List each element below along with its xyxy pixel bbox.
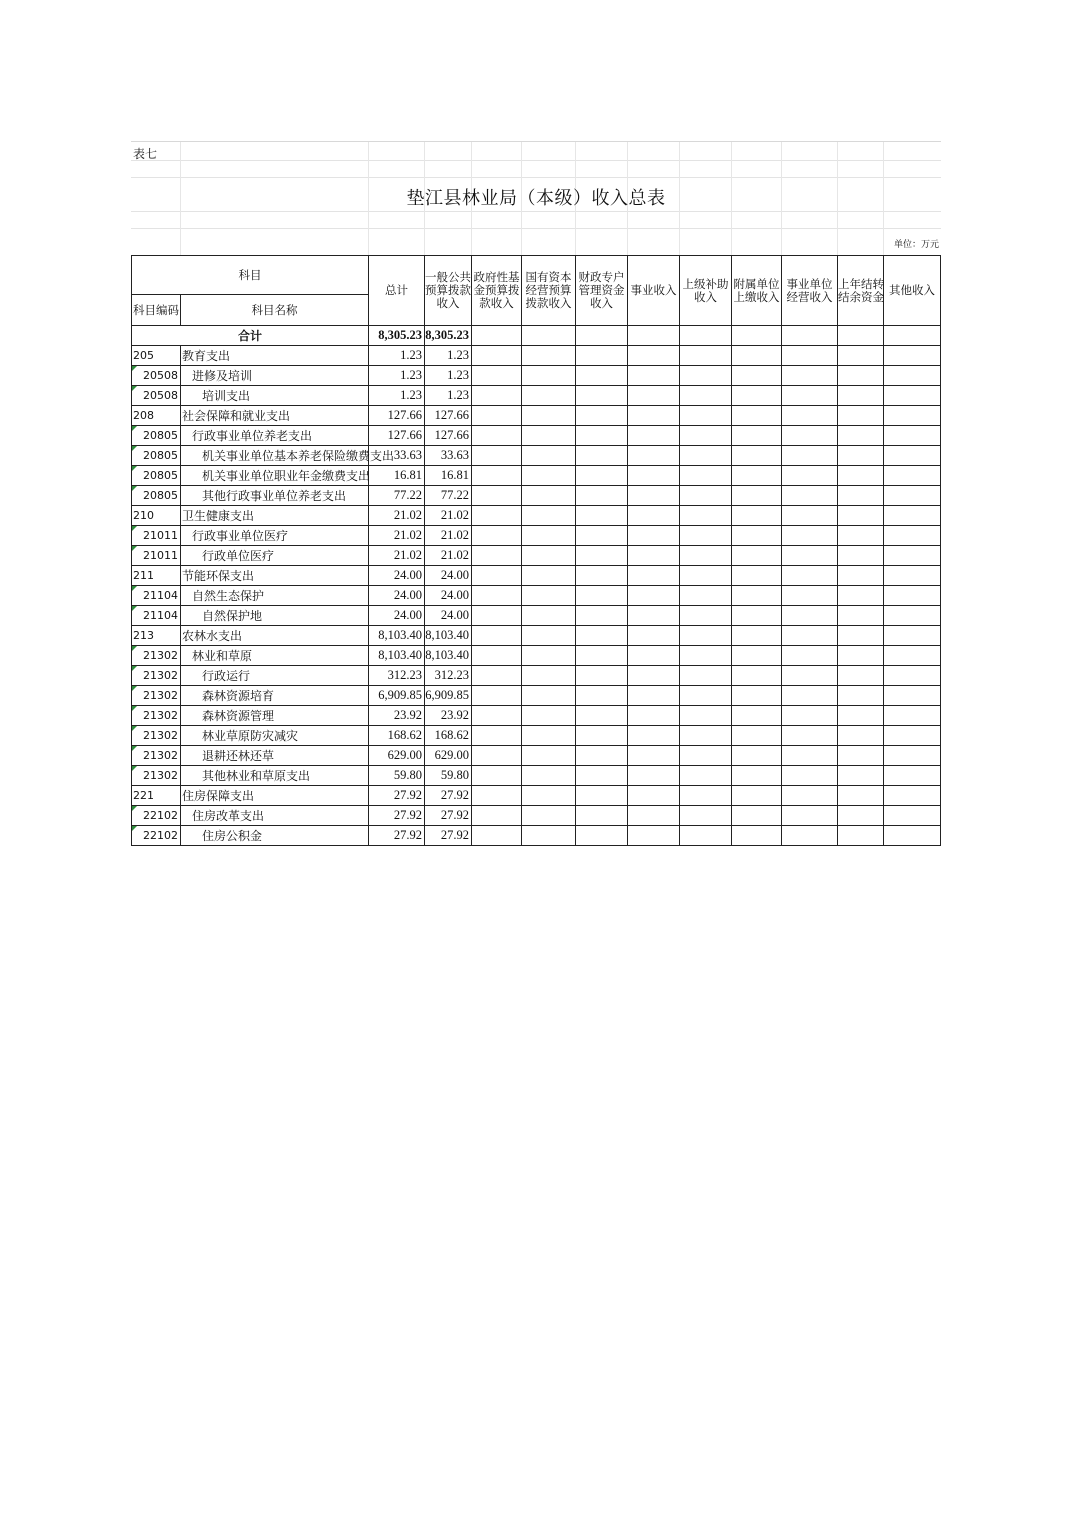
total-value: 8,103.40 <box>369 626 425 646</box>
general-budget-value: 21.02 <box>425 506 472 526</box>
subject-name: 农林水支出 <box>181 626 369 646</box>
subject-name-header: 科目名称 <box>181 295 369 326</box>
subject-name: 社会保障和就业支出 <box>181 406 369 426</box>
table-row <box>132 546 941 566</box>
general-budget-value: 8,103.40 <box>425 626 472 646</box>
table-row <box>132 726 941 746</box>
subject-code: 21302 <box>132 766 181 786</box>
subject-name: 节能环保支出 <box>181 566 369 586</box>
total-value: 1.23 <box>369 386 425 406</box>
general-budget-value: 312.23 <box>425 666 472 686</box>
subject-code: 21011 <box>132 526 181 546</box>
table-row <box>132 486 941 506</box>
column-header: 上级补助 收入 <box>680 256 732 326</box>
total-sum: 8,305.23 <box>369 326 425 346</box>
subject-name: 林业草原防灾减灾 <box>181 726 369 746</box>
income-summary-sheet <box>131 141 941 846</box>
subject-name: 行政事业单位医疗 <box>181 526 369 546</box>
total-value: 16.81 <box>369 466 425 486</box>
table-row <box>132 366 941 386</box>
general-budget-value: 77.22 <box>425 486 472 506</box>
subject-code: 21302 <box>132 646 181 666</box>
subject-code: 21302 <box>132 746 181 766</box>
subject-code: 213 <box>132 626 181 646</box>
subject-code: 20805 <box>132 486 181 506</box>
general-budget-value: 629.00 <box>425 746 472 766</box>
table-row <box>132 706 941 726</box>
table-row <box>132 586 941 606</box>
total-value: 168.62 <box>369 726 425 746</box>
general-budget-value: 127.66 <box>425 406 472 426</box>
table-row <box>132 766 941 786</box>
general-budget-value: 23.92 <box>425 706 472 726</box>
total-value: 21.02 <box>369 506 425 526</box>
subject-name: 其他行政事业单位养老支出 <box>181 486 369 506</box>
table-row <box>132 386 941 406</box>
general-budget-value: 8,103.40 <box>425 646 472 666</box>
subject-name: 进修及培训 <box>181 366 369 386</box>
general-budget-value: 33.63 <box>425 446 472 466</box>
total-value: 24.00 <box>369 586 425 606</box>
general-budget-value: 127.66 <box>425 426 472 446</box>
subject-name: 住房改革支出 <box>181 806 369 826</box>
total-value: 24.00 <box>369 606 425 626</box>
total-row <box>132 326 941 346</box>
subject-name: 行政单位医疗 <box>181 546 369 566</box>
total-value: 629.00 <box>369 746 425 766</box>
total-value: 77.22 <box>369 486 425 506</box>
general-budget-value: 59.80 <box>425 766 472 786</box>
general-budget-value: 1.23 <box>425 366 472 386</box>
subject-code: 221 <box>132 786 181 806</box>
general-budget-value: 24.00 <box>425 586 472 606</box>
table-row <box>132 446 941 466</box>
subject-name: 住房公积金 <box>181 826 369 846</box>
column-header: 总计 <box>369 256 425 326</box>
column-header: 政府性基 金预算拨 款收入 <box>472 256 522 326</box>
subject-code: 208 <box>132 406 181 426</box>
subject-name: 行政运行 <box>181 666 369 686</box>
subject-name: 教育支出 <box>181 346 369 366</box>
subject-code: 20508 <box>132 366 181 386</box>
general-budget-value: 16.81 <box>425 466 472 486</box>
total-value: 21.02 <box>369 546 425 566</box>
subject-code: 21302 <box>132 706 181 726</box>
general-budget-value: 1.23 <box>425 386 472 406</box>
column-header: 财政专户 管理资金 收入 <box>576 256 628 326</box>
subject-group-header: 科目 <box>132 256 369 295</box>
subject-code: 210 <box>132 506 181 526</box>
sheet-header-area <box>131 141 941 255</box>
column-header: 附属单位 上缴收入 <box>732 256 782 326</box>
total-value: 23.92 <box>369 706 425 726</box>
table-row <box>132 426 941 446</box>
total-value: 33.63 <box>369 446 425 466</box>
subject-code: 21302 <box>132 726 181 746</box>
table-row <box>132 466 941 486</box>
subject-name: 自然生态保护 <box>181 586 369 606</box>
column-header: 一般公共 预算拨款 收入 <box>425 256 472 326</box>
subject-code: 21302 <box>132 686 181 706</box>
column-header: 事业收入 <box>628 256 680 326</box>
total-value: 24.00 <box>369 566 425 586</box>
table-row <box>132 566 941 586</box>
table-row <box>132 646 941 666</box>
total-value: 27.92 <box>369 786 425 806</box>
total-value: 127.66 <box>369 426 425 446</box>
table-row <box>132 686 941 706</box>
total-value: 312.23 <box>369 666 425 686</box>
total-value: 21.02 <box>369 526 425 546</box>
general-budget-value: 24.00 <box>425 606 472 626</box>
column-header: 国有资本 经营预算 拨款收入 <box>522 256 576 326</box>
subject-code: 22102 <box>132 806 181 826</box>
subject-code: 21104 <box>132 586 181 606</box>
column-header: 上年结转 结余资金 <box>838 256 884 326</box>
page-title: 垫江县林业局（本级）收入总表 <box>406 188 666 209</box>
subject-name: 退耕还林还草 <box>181 746 369 766</box>
subject-name: 林业和草原 <box>181 646 369 666</box>
subject-code: 20805 <box>132 426 181 446</box>
total-value: 1.23 <box>369 366 425 386</box>
table-row <box>132 346 941 366</box>
total-label: 合计 <box>132 326 369 346</box>
subject-name: 森林资源管理 <box>181 706 369 726</box>
column-header: 事业单位 经营收入 <box>782 256 838 326</box>
subject-code: 21011 <box>132 546 181 566</box>
table-row <box>132 806 941 826</box>
general-budget-value: 21.02 <box>425 526 472 546</box>
table-row <box>132 786 941 806</box>
general-budget-value: 27.92 <box>425 806 472 826</box>
subject-name: 机关事业单位基本养老保险缴费支出 <box>181 446 369 466</box>
income-table <box>131 255 941 846</box>
table-row <box>132 666 941 686</box>
total-value: 1.23 <box>369 346 425 366</box>
subject-code: 211 <box>132 566 181 586</box>
table-row <box>132 406 941 426</box>
subject-name: 行政事业单位养老支出 <box>181 426 369 446</box>
unit-label: 单位：万元 <box>893 240 939 250</box>
general-budget-value: 6,909.85 <box>425 686 472 706</box>
subject-code: 21302 <box>132 666 181 686</box>
table-row <box>132 526 941 546</box>
table-row <box>132 606 941 626</box>
subject-name: 自然保护地 <box>181 606 369 626</box>
sheet-label: 表七 <box>133 147 158 161</box>
general-budget-value: 1.23 <box>425 346 472 366</box>
subject-code: 20805 <box>132 446 181 466</box>
table-row <box>132 506 941 526</box>
total-value: 27.92 <box>369 826 425 846</box>
total-value: 127.66 <box>369 406 425 426</box>
subject-name: 卫生健康支出 <box>181 506 369 526</box>
subject-code: 22102 <box>132 826 181 846</box>
table-row <box>132 746 941 766</box>
general-budget-value: 27.92 <box>425 826 472 846</box>
general-budget-value: 21.02 <box>425 546 472 566</box>
general-budget-value: 168.62 <box>425 726 472 746</box>
table-row <box>132 626 941 646</box>
total-general: 8,305.23 <box>425 326 472 346</box>
subject-code: 21104 <box>132 606 181 626</box>
subject-code: 20805 <box>132 466 181 486</box>
subject-name: 其他林业和草原支出 <box>181 766 369 786</box>
total-value: 6,909.85 <box>369 686 425 706</box>
subject-name: 培训支出 <box>181 386 369 406</box>
subject-code: 205 <box>132 346 181 366</box>
subject-name: 森林资源培育 <box>181 686 369 706</box>
general-budget-value: 27.92 <box>425 786 472 806</box>
subject-name: 机关事业单位职业年金缴费支出 <box>181 466 369 486</box>
subject-name: 住房保障支出 <box>181 786 369 806</box>
subject-code: 20508 <box>132 386 181 406</box>
table-row <box>132 826 941 846</box>
total-value: 8,103.40 <box>369 646 425 666</box>
subject-code-header: 科目编码 <box>132 295 181 326</box>
total-value: 59.80 <box>369 766 425 786</box>
total-value: 27.92 <box>369 806 425 826</box>
column-header: 其他收入 <box>884 256 941 326</box>
general-budget-value: 24.00 <box>425 566 472 586</box>
